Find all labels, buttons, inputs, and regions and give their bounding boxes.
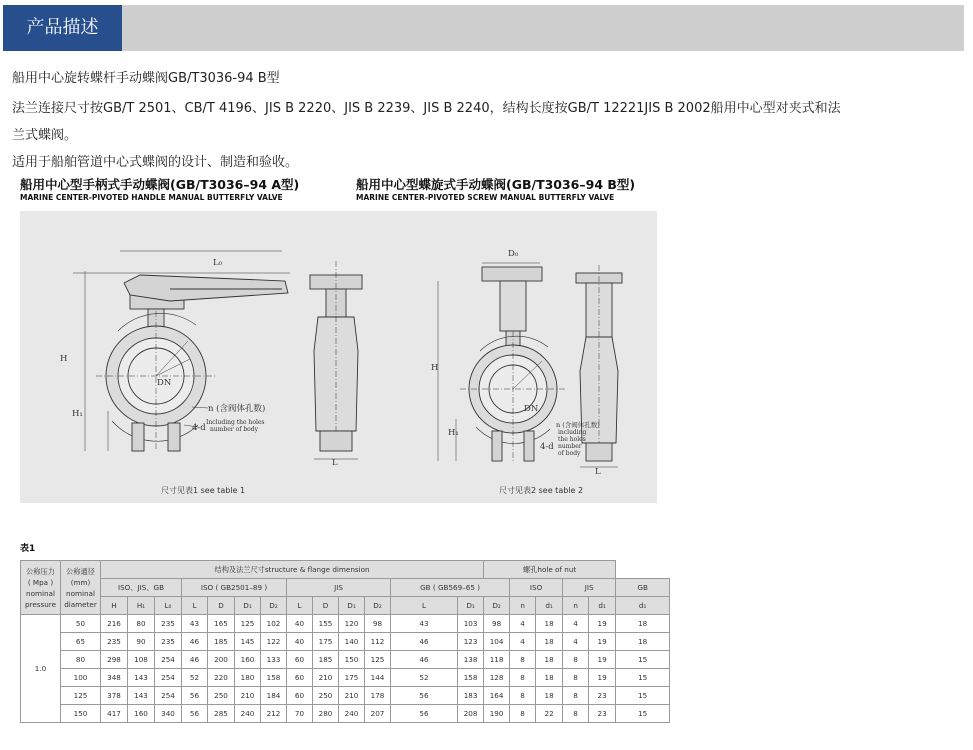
table-cell: 4 xyxy=(510,615,536,633)
subheader-cell: D xyxy=(208,597,235,615)
table-cell: 43 xyxy=(391,615,458,633)
table-cell: 183 xyxy=(458,687,484,705)
table-cell: 43 xyxy=(182,615,208,633)
header-gb: GB xyxy=(616,579,670,597)
table-cell: 103 xyxy=(458,615,484,633)
subheader-cell: n xyxy=(510,597,536,615)
table-cell: 19 xyxy=(589,669,616,687)
subheader-cell: H₁ xyxy=(128,597,155,615)
table-cell: 145 xyxy=(235,633,261,651)
table-cell: 125 xyxy=(365,651,391,669)
spec-table xyxy=(20,560,670,723)
table-cell: 40 xyxy=(287,615,313,633)
table-cell: 417 xyxy=(101,705,128,723)
header-iso: ISO xyxy=(510,579,563,597)
table-row xyxy=(21,669,670,687)
diameter-cell: 125 xyxy=(61,687,101,705)
table-cell: 123 xyxy=(458,633,484,651)
table-cell: 15 xyxy=(616,705,670,723)
table-title: 表1 xyxy=(20,544,36,554)
table-cell: 60 xyxy=(287,669,313,687)
label-n-holes-right: n (含阀体孔数) xyxy=(556,421,600,429)
header-iso-gb2501: ISO ( GB2501–89 ) xyxy=(182,579,287,597)
table-cell: 208 xyxy=(458,705,484,723)
subheader-cell: D₂ xyxy=(484,597,510,615)
table-cell: 138 xyxy=(458,651,484,669)
caption-right: 尺寸见表2 see table 2 xyxy=(499,486,584,495)
table-cell: 8 xyxy=(510,651,536,669)
table-cell: 240 xyxy=(339,705,365,723)
section-header-bar xyxy=(3,5,964,51)
label-including-left: Including the holes xyxy=(206,419,265,426)
label-number-left: number of body xyxy=(210,426,259,433)
description-line-2: 法兰连接尺寸按GB/T 2501、CB/T 4196、JIS B 2220、JIS B 2239、JIS B 2240，结构长度按GB/T 12221JIS B 2002船用中心型对夹式和法 xyxy=(12,101,841,116)
table-cell: 46 xyxy=(391,651,458,669)
table-cell: 254 xyxy=(155,651,182,669)
caption-left: 尺寸见表1 see table 1 xyxy=(161,486,246,495)
table-cell: 4 xyxy=(563,615,589,633)
subheader-cell: d₁ xyxy=(616,597,670,615)
table-cell: 378 xyxy=(101,687,128,705)
table-cell: 298 xyxy=(101,651,128,669)
pressure-cell: 1.0 xyxy=(21,615,61,723)
table-cell: 120 xyxy=(339,615,365,633)
table-cell: 160 xyxy=(128,705,155,723)
description-line-1: 船用中心旋转蝶杆手动蝶阀GB/T3036-94 B型 xyxy=(12,71,280,86)
table-cell: 8 xyxy=(563,705,589,723)
label-h1-right: H₁ xyxy=(448,428,459,438)
table-cell: 185 xyxy=(313,651,339,669)
label-including-right-2: the holes xyxy=(558,436,586,443)
table-cell: 18 xyxy=(536,669,563,687)
table-cell: 140 xyxy=(339,633,365,651)
table-cell: 98 xyxy=(484,615,510,633)
header-diameter: 公称通径 (mm) nominal diameter xyxy=(61,561,101,615)
description-line-3: 兰式蝶阀。 xyxy=(12,128,78,143)
table-cell: 160 xyxy=(235,651,261,669)
table-cell: 210 xyxy=(235,687,261,705)
subheader-cell: L xyxy=(287,597,313,615)
table-row xyxy=(21,651,670,669)
table-cell: 180 xyxy=(235,669,261,687)
table-cell: 19 xyxy=(589,633,616,651)
table-cell: 108 xyxy=(128,651,155,669)
label-n-holes-left: n (含阀体孔数) xyxy=(208,404,266,414)
table-cell: 18 xyxy=(536,633,563,651)
table-cell: 56 xyxy=(182,705,208,723)
description-line-4: 适用于船舶管道中心式蝶阀的设计、制造和验收。 xyxy=(12,155,299,170)
label-h-right: H xyxy=(431,363,439,373)
subheader-cell: D₂ xyxy=(261,597,287,615)
table-cell: 254 xyxy=(155,687,182,705)
figure-right-subtitle: MARINE CENTER-PIVOTED SCREW MANUAL BUTTERFLY VALVE xyxy=(356,193,615,202)
label-l0: L₀ xyxy=(213,258,223,268)
table-cell: 250 xyxy=(313,687,339,705)
table-cell: 164 xyxy=(484,687,510,705)
table-cell: 175 xyxy=(313,633,339,651)
table-cell: 122 xyxy=(261,633,287,651)
table-row xyxy=(21,633,670,651)
table-row xyxy=(21,705,670,723)
table-cell: 8 xyxy=(510,687,536,705)
table-cell: 280 xyxy=(313,705,339,723)
table-cell: 102 xyxy=(261,615,287,633)
table-row xyxy=(21,687,670,705)
table-cell: 178 xyxy=(365,687,391,705)
subheader-cell: d₁ xyxy=(589,597,616,615)
table-cell: 19 xyxy=(589,615,616,633)
header-jis-holes: JIS xyxy=(563,579,616,597)
table-cell: 250 xyxy=(208,687,235,705)
table-cell: 158 xyxy=(458,669,484,687)
table-cell: 46 xyxy=(182,651,208,669)
header-structure: 结构及法兰尺寸structure & flange dimension xyxy=(101,561,484,579)
table-cell: 240 xyxy=(235,705,261,723)
table-cell: 52 xyxy=(182,669,208,687)
diameter-cell: 100 xyxy=(61,669,101,687)
table-cell: 212 xyxy=(261,705,287,723)
label-including-right-1: including xyxy=(558,429,587,436)
table-header-row-3 xyxy=(21,597,670,615)
table-cell: 158 xyxy=(261,669,287,687)
table-cell: 8 xyxy=(510,705,536,723)
table-cell: 235 xyxy=(155,615,182,633)
table-header-row-2 xyxy=(21,579,670,597)
table-cell: 56 xyxy=(391,687,458,705)
table-cell: 285 xyxy=(208,705,235,723)
table-cell: 22 xyxy=(536,705,563,723)
table-cell: 220 xyxy=(208,669,235,687)
table-cell: 104 xyxy=(484,633,510,651)
table-cell: 4 xyxy=(563,633,589,651)
table-cell: 23 xyxy=(589,687,616,705)
subheader-cell: H xyxy=(101,597,128,615)
table-cell: 143 xyxy=(128,669,155,687)
table-cell: 46 xyxy=(182,633,208,651)
table-cell: 4 xyxy=(510,633,536,651)
header-gb5569: GB ( GB569–65 ) xyxy=(391,579,510,597)
subheader-cell: L xyxy=(391,597,458,615)
table-cell: 184 xyxy=(261,687,287,705)
table-cell: 200 xyxy=(208,651,235,669)
table-cell: 133 xyxy=(261,651,287,669)
table-cell: 340 xyxy=(155,705,182,723)
table-cell: 52 xyxy=(391,669,458,687)
subheader-cell: D₁ xyxy=(458,597,484,615)
figure-right-title: 船用中心型蝶旋式手动蝶阀(GB/T3036–94 B型) xyxy=(356,177,636,192)
table-cell: 235 xyxy=(101,633,128,651)
tab-product-description[interactable]: 产品描述 xyxy=(3,5,122,51)
table-cell: 98 xyxy=(365,615,391,633)
subheader-cell: D₁ xyxy=(235,597,261,615)
table-cell: 185 xyxy=(208,633,235,651)
table-cell: 19 xyxy=(589,651,616,669)
table-cell: 216 xyxy=(101,615,128,633)
table-cell: 18 xyxy=(536,687,563,705)
label-l-left: L xyxy=(332,458,338,468)
label-h1-left: H₁ xyxy=(72,409,83,419)
table-cell: 18 xyxy=(616,615,670,633)
diameter-cell: 65 xyxy=(61,633,101,651)
header-holes: 螺孔hole of nut xyxy=(484,561,616,579)
table-cell: 8 xyxy=(563,687,589,705)
table-cell: 46 xyxy=(391,633,458,651)
label-4d-right: 4-d xyxy=(540,442,554,452)
subheader-cell: L₀ xyxy=(155,597,182,615)
table-cell: 80 xyxy=(128,615,155,633)
label-4d-left: 4-d xyxy=(192,423,206,433)
table-cell: 254 xyxy=(155,669,182,687)
table-cell: 207 xyxy=(365,705,391,723)
table-cell: 210 xyxy=(339,687,365,705)
subheader-cell: n xyxy=(563,597,589,615)
table-row xyxy=(21,615,670,633)
label-h-left: H xyxy=(60,354,68,364)
label-including-right-3: number xyxy=(558,443,582,450)
subheader-cell: D₁ xyxy=(339,597,365,615)
table-cell: 60 xyxy=(287,687,313,705)
table-cell: 15 xyxy=(616,669,670,687)
table-cell: 155 xyxy=(313,615,339,633)
subheader-cell: D xyxy=(313,597,339,615)
diameter-cell: 150 xyxy=(61,705,101,723)
diameter-cell: 50 xyxy=(61,615,101,633)
table-cell: 56 xyxy=(391,705,458,723)
label-l-right: L xyxy=(595,467,601,477)
subheader-cell: L xyxy=(182,597,208,615)
table-cell: 70 xyxy=(287,705,313,723)
table-cell: 210 xyxy=(313,669,339,687)
table-cell: 15 xyxy=(616,651,670,669)
label-dn-left: DN xyxy=(157,378,172,388)
subheader-cell: d₁ xyxy=(536,597,563,615)
table-cell: 8 xyxy=(510,669,536,687)
table-cell: 235 xyxy=(155,633,182,651)
table-cell: 118 xyxy=(484,651,510,669)
table-cell: 190 xyxy=(484,705,510,723)
header-jis: JIS xyxy=(287,579,391,597)
table-cell: 143 xyxy=(128,687,155,705)
table-cell: 56 xyxy=(182,687,208,705)
table-cell: 18 xyxy=(536,615,563,633)
table-cell: 150 xyxy=(339,651,365,669)
header-iso-jis-gb: ISO、JIS、GB xyxy=(101,579,182,597)
valve-drawing-svg xyxy=(20,211,657,503)
valve-drawing xyxy=(20,211,657,503)
table-cell: 23 xyxy=(589,705,616,723)
label-including-right-4: of body xyxy=(558,450,581,457)
table-cell: 144 xyxy=(365,669,391,687)
table-cell: 8 xyxy=(563,651,589,669)
table-cell: 348 xyxy=(101,669,128,687)
table-cell: 15 xyxy=(616,687,670,705)
subheader-cell: D₂ xyxy=(365,597,391,615)
table-cell: 175 xyxy=(339,669,365,687)
table-cell: 112 xyxy=(365,633,391,651)
table-cell: 40 xyxy=(287,633,313,651)
table-cell: 125 xyxy=(235,615,261,633)
table-cell: 18 xyxy=(616,633,670,651)
valve-a-side-view xyxy=(310,261,362,459)
table-cell: 90 xyxy=(128,633,155,651)
table-cell: 128 xyxy=(484,669,510,687)
table-cell: 18 xyxy=(536,651,563,669)
table-body xyxy=(21,615,670,723)
figure-left-title: 船用中心型手柄式手动蝶阀(GB/T3036–94 A型) xyxy=(20,177,300,192)
table-header-row-1 xyxy=(21,561,670,579)
table-cell: 165 xyxy=(208,615,235,633)
header-pressure: 公称压力 ( Mpa ) nominal pressure xyxy=(21,561,61,615)
label-d0: D₀ xyxy=(508,249,519,259)
figure-left-subtitle: MARINE CENTER-PIVOTED HANDLE MANUAL BUTTERFLY VALVE xyxy=(20,193,283,202)
table-cell: 60 xyxy=(287,651,313,669)
label-dn-right: DN xyxy=(524,404,539,414)
table-cell: 8 xyxy=(563,669,589,687)
diameter-cell: 80 xyxy=(61,651,101,669)
